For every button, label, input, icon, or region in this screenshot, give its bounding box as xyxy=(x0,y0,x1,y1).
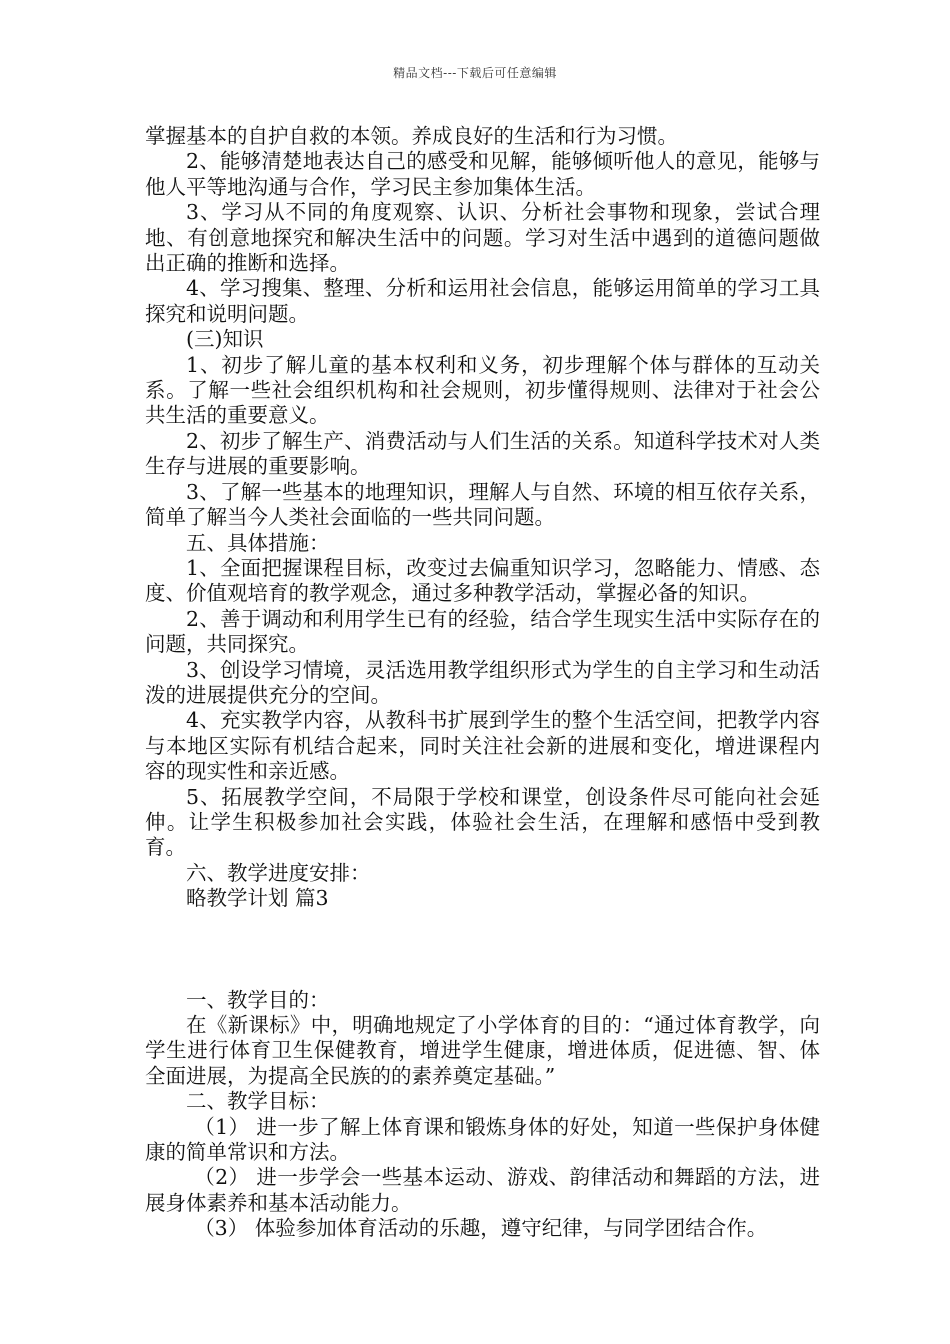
paragraph: （2） 进一步学会一些基本运动、游戏、韵律活动和舞蹈的方法，进展身体素养和基本活动能力。 xyxy=(145,1165,820,1215)
section-title: 略教学计划 篇3 xyxy=(186,886,329,911)
paragraph: 2、初步了解生产、消费活动与人们生活的关系。知道科学技术对人类生存与进展的重要影响。 xyxy=(145,428,820,479)
section-heading: (三)知识 xyxy=(186,327,264,352)
paragraph: （1） 进一步了解上体育课和锻炼身体的好处，知道一些保护身体健康的简单常识和方法。 xyxy=(145,1114,820,1165)
section-heading: 五、具体措施： xyxy=(186,530,330,555)
section-heading: 六、教学进度安排： xyxy=(186,860,371,885)
paragraph: 2、能够清楚地表达自己的感受和见解，能够倾听他人的意见，能够与他人平等地沟通与合作，学习民主参加集体生活。 xyxy=(145,149,820,199)
paragraph: 1、初步了解儿童的基本权利和义务，初步理解个体与群体的互动关系。了解一些社会组织机构和社会规则，初步懂得规则、法律对于社会公共生活的重要意义。 xyxy=(145,352,820,428)
paragraph: 5、拓展教学空间，不局限于学校和课堂，创设条件尽可能向社会延伸。让学生积极参加社会实践，体验社会生活，在理解和感悟中受到教育。 xyxy=(145,784,820,860)
paragraph: 4、学习搜集、整理、分析和运用社会信息，能够运用简单的学习工具探究和说明问题。 xyxy=(145,276,820,326)
paragraph: 掌握基本的自护自救的本领。养成良好的生活和行为习惯。 xyxy=(145,124,678,148)
page-header: 精品文档---下载后可任意编辑 xyxy=(393,66,557,80)
paragraph: 3、创设学习情境，灵活选用教学组织形式为学生的自主学习和生动活泼的进展提供充分的空间。 xyxy=(145,657,820,707)
paragraph: 在《新课标》中，明确地规定了小学体育的目的：“通过体育教学，向学生进行体育卫生保健教育，增进学生健康，增进体质，促进德、智、体全面进展，为提高全民族的的素养奠定基础。” xyxy=(145,1013,820,1088)
document-body xyxy=(145,124,820,1242)
paragraph: 1、全面把握课程目标，改变过去偏重知识学习，忽略能力、情感、态度、价值观培育的教学观念，通过多种教学活动，掌握必备的知识。 xyxy=(145,555,820,606)
section-heading: 一、教学目的： xyxy=(186,987,330,1012)
paragraph: 3、学习从不同的角度观察、认识、分析社会事物和现象，尝试合理地、有创意地探究和解决生活中的问题。学习对生活中遇到的道德问题做出正确的推断和选择。 xyxy=(145,200,820,276)
section-heading: 二、教学目标： xyxy=(186,1089,330,1114)
paragraph: （3） 体验参加体育活动的乐趣，遵守纪律，与同学团结合作。 xyxy=(194,1216,768,1241)
paragraph: 2、善于调动和利用学生已有的经验，结合学生现实生活中实际存在的问题，共同探究。 xyxy=(145,606,820,657)
blank-space xyxy=(145,912,820,988)
paragraph: 3、了解一些基本的地理知识，理解人与自然、环境的相互依存关系，简单了解当今人类社会面临的一些共同问题。 xyxy=(145,479,820,530)
paragraph: 4、充实教学内容，从教科书扩展到学生的整个生活空间，把教学内容与本地区实际有机结合起来，同时关注社会新的进展和变化，增进课程内容的现实性和亲近感。 xyxy=(145,708,820,784)
